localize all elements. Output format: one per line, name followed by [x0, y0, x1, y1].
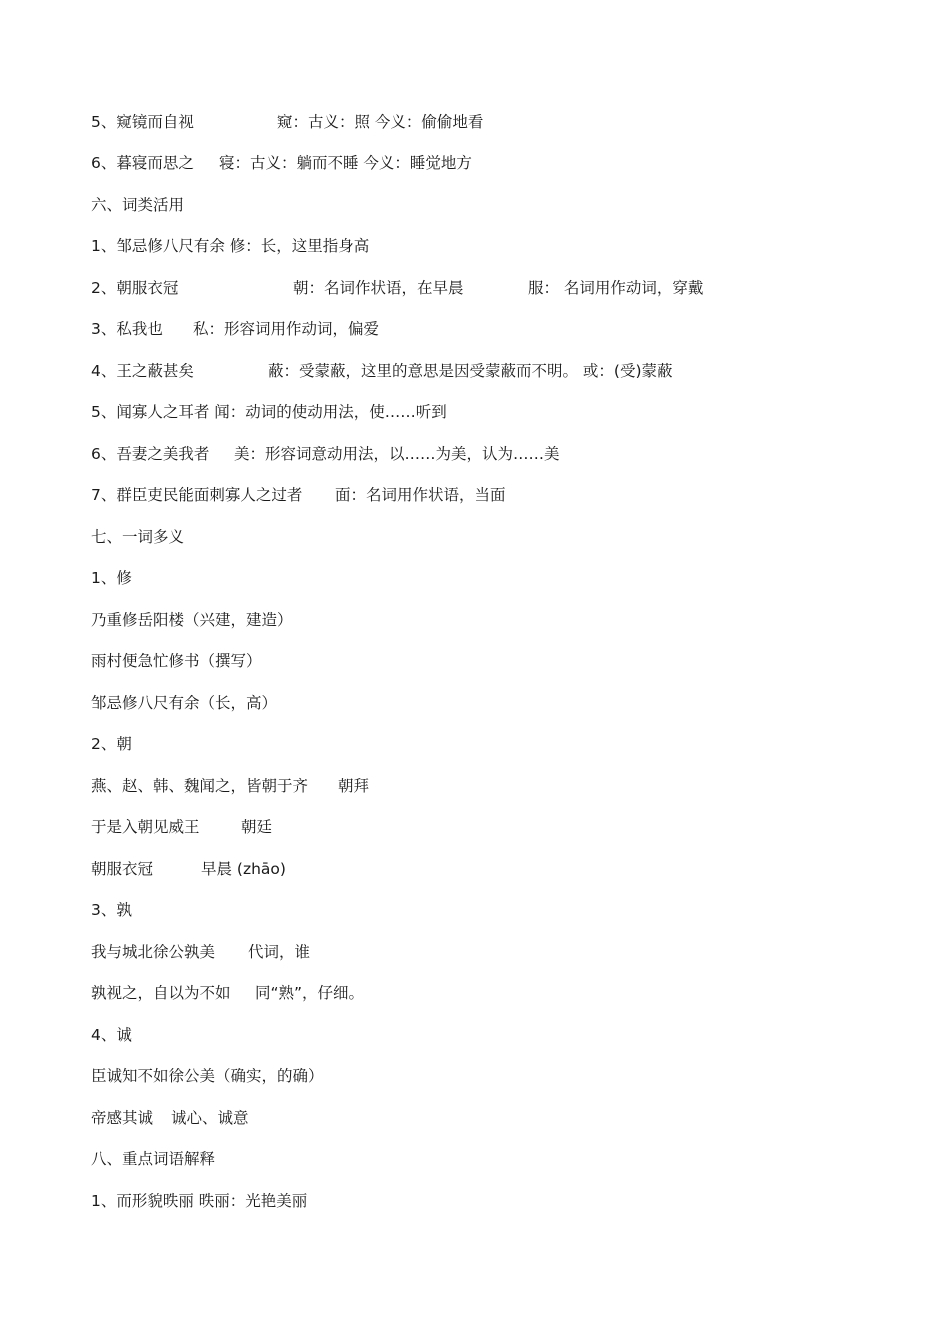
line-text: 帝感其诚 — [91, 1109, 154, 1127]
line-text: 1、而形貌昳丽 昳丽：光艳美丽 — [91, 1192, 308, 1210]
line-text: 5、窥镜而自视 — [91, 113, 194, 131]
line-text: 3、私我也 — [91, 320, 163, 338]
line-text: 于是入朝见威王 — [91, 818, 200, 836]
line-text: 朝廷 — [241, 818, 273, 836]
line-text: 燕、赵、韩、魏闻之，皆朝于齐 — [91, 777, 309, 795]
line-text: 七、一词多义 — [91, 528, 185, 546]
line-text: 1、邹忌修八尺有余 修：长，这里指身高 — [91, 237, 370, 255]
line-text: 3、孰 — [91, 901, 132, 919]
line-text: 诚心、诚意 — [171, 1109, 249, 1127]
line-text: 同“熟”，仔细。 — [255, 984, 365, 1002]
line-text: 早晨 (zhāo) — [201, 860, 286, 878]
line-text: 我与城北徐公孰美 — [91, 943, 216, 961]
line-text: 朝：名词作状语，在早晨 — [293, 279, 464, 297]
line-text: 邹忌修八尺有余（长，高） — [91, 694, 278, 712]
line-text: 4、王之蔽甚矣 — [91, 362, 194, 380]
line-text: 7、群臣吏民能面刺寡人之过者 — [91, 486, 303, 504]
line-text: 窥：古义：照 今义：偷偷地看 — [277, 113, 484, 131]
line-text: 2、朝服衣冠 — [91, 279, 179, 297]
line-text: 孰视之，自以为不如 — [91, 984, 231, 1002]
line-text: 4、诚 — [91, 1026, 132, 1044]
line-text: 八、重点词语解释 — [91, 1150, 216, 1168]
line-text: 臣诚知不如徐公美（确实，的确） — [91, 1067, 324, 1085]
line-text: 寝：古义：躺而不睡 今义：睡觉地方 — [219, 154, 472, 172]
line-text: 面：名词用作状语，当面 — [335, 486, 506, 504]
line-text: 6、吾妻之美我者 — [91, 445, 210, 463]
line-text: 2、朝 — [91, 735, 132, 753]
line-text: 私：形容词用作动词，偏爱 — [193, 320, 380, 338]
line-text: 服： 名词用作动词，穿戴 — [528, 279, 704, 297]
line-text: 代词，谁 — [248, 943, 311, 961]
line-text: 六、词类活用 — [91, 196, 185, 214]
line-text: 蔽：受蒙蔽，这里的意思是因受蒙蔽而不明。 或：(受)蒙蔽 — [268, 362, 673, 380]
line-text: 5、闻寡人之耳者 闻：动词的使动用法，使……听到 — [91, 403, 447, 421]
line-text: 1、修 — [91, 569, 132, 587]
line-text: 朝拜 — [338, 777, 370, 795]
line-text: 美：形容词意动用法，以……为美，认为……美 — [234, 445, 560, 463]
line-text: 朝服衣冠 — [91, 860, 154, 878]
line-text: 6、暮寝而思之 — [91, 154, 194, 172]
line-text: 雨村便急忙修书（撰写） — [91, 652, 262, 670]
line-text: 乃重修岳阳楼（兴建，建造） — [91, 611, 293, 629]
